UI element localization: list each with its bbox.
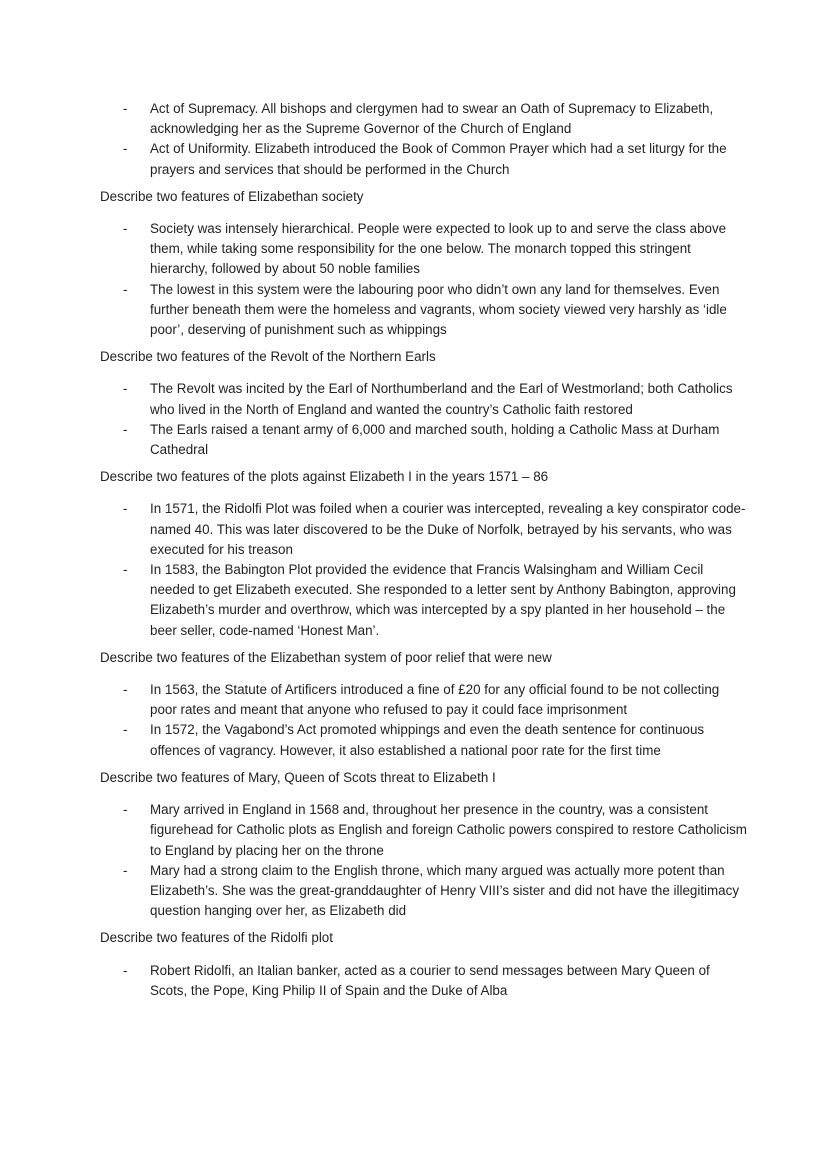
bullet-list xyxy=(100,680,748,761)
dash-marker: - xyxy=(123,722,128,738)
bullet-item xyxy=(100,499,748,560)
intro-bullet-list xyxy=(100,99,748,180)
bullet-list xyxy=(100,800,748,921)
bullet-list xyxy=(100,499,748,640)
dash-marker: - xyxy=(123,381,128,397)
question-heading: Describe two features of the Elizabethan system of poor relief that were new xyxy=(100,649,552,665)
question-heading: Describe two features of Elizabethan society xyxy=(100,188,364,204)
dash-marker: - xyxy=(123,862,128,878)
question-heading: Describe two features of the plots against Elizabeth I in the years 1571 – 86 xyxy=(100,469,549,485)
bullet-item xyxy=(100,379,748,419)
bullet-item xyxy=(100,680,748,720)
dash-marker: - xyxy=(123,101,128,116)
section-plots xyxy=(100,467,748,641)
section-society xyxy=(100,187,748,340)
section-poor-relief xyxy=(100,648,748,761)
bullet-text: Society was intensely hierarchical. People were expected to look up to and serve the class above them, while taking some responsibility for the one below. The monarch topped this stringent hierarchy, followed by about 50 noble families xyxy=(150,221,727,277)
bullet-text: Robert Ridolfi, an Italian banker, acted as a courier to send messages between Mary Queen of Scots, the Pope, King Philip II of Spain and the Duke of Alba xyxy=(150,962,710,998)
bullet-text: In 1583, the Babington Plot provided the evidence that Francis Walsingham and William Cecil needed to get Elizabeth executed. She responded to a letter sent by Anthony Babington, approving Elizabeth’s murder and overthrow, which was intercepted by a spy planted in her household – the beer seller, code-named ‘Honest Man’. xyxy=(150,562,736,638)
dash-marker: - xyxy=(123,141,128,157)
question-heading: Describe two features of Mary, Queen of Scots threat to Elizabeth I xyxy=(100,769,496,785)
bullet-list xyxy=(100,219,748,340)
bullet-text: The Earls raised a tenant army of 6,000 and marched south, holding a Catholic Mass at Durham Cathedral xyxy=(150,421,720,458)
section-mary-queen-of-scots xyxy=(100,768,748,921)
bullet-item xyxy=(100,861,748,922)
section-ridolfi-plot xyxy=(100,928,748,1001)
dash-marker: - xyxy=(123,421,128,437)
dash-marker: - xyxy=(123,501,128,517)
bullet-item xyxy=(100,99,748,139)
section-northern-earls xyxy=(100,347,748,460)
bullet-text: Mary arrived in England in 1568 and, throughout her presence in the country, was a consistent figurehead for Catholic plots as English and foreign Catholic powers conspired to restore Catholicism to England by placing her on the throne xyxy=(150,802,747,858)
bullet-text: Act of Uniformity. Elizabeth introduced the Book of Common Prayer which had a set liturgy for the prayers and services that should be performed in the Church xyxy=(150,141,727,177)
bullet-text: In 1571, the Ridolfi Plot was foiled when a courier was intercepted, revealing a key conspirator code-named 40. This was later discovered to be the Duke of Norfolk, betrayed by his servants, who was executed for his treason xyxy=(150,501,746,557)
dash-marker: - xyxy=(123,962,128,978)
bullet-text: Act of Supremacy. All bishops and clergymen had to swear an Oath of Supremacy to Elizabeth, acknowledging her as the Supreme Governor of the Church of England xyxy=(150,101,714,137)
bullet-item xyxy=(100,420,748,460)
dash-marker: - xyxy=(123,682,128,698)
dash-marker: - xyxy=(123,562,128,578)
dash-marker: - xyxy=(123,281,128,297)
bullet-text: In 1563, the Statute of Artificers introduced a fine of £20 for any official found to be not collecting poor rates and meant that anyone who refused to pay it could face imprisonment xyxy=(150,682,720,718)
bullet-item xyxy=(100,800,748,861)
bullet-item xyxy=(100,139,748,179)
bullet-item xyxy=(100,560,748,641)
bullet-text: The Revolt was incited by the Earl of Northumberland and the Earl of Westmorland; both Catholics who lived in the North of England and wanted the country’s Catholic faith restored xyxy=(150,381,733,417)
bullet-list xyxy=(100,379,748,460)
bullet-item xyxy=(100,280,748,341)
bullet-list xyxy=(100,961,748,1001)
bullet-item xyxy=(100,961,748,1001)
question-heading: Describe two features of the Revolt of the Northern Earls xyxy=(100,349,436,365)
bullet-text: Mary had a strong claim to the English throne, which many argued was actually more potent than Elizabeth’s. She was the great-granddaughter of Henry VIII’s sister and did not have the illegitimacy question hanging over her, as Elizabeth did xyxy=(150,862,740,919)
dash-marker: - xyxy=(123,221,128,237)
question-heading: Describe two features of the Ridolfi plot xyxy=(100,930,333,946)
bullet-item xyxy=(100,720,748,760)
bullet-text: The lowest in this system were the labouring poor who didn’t own any land for themselves. Even further beneath them were the homeless and vagrants, whom society viewed very harshly as ‘idle poor’, deserving of punishment such as whippings xyxy=(150,281,727,338)
bullet-item xyxy=(100,219,748,280)
dash-marker: - xyxy=(123,802,128,818)
bullet-text: In 1572, the Vagabond’s Act promoted whippings and even the death sentence for continuous offences of vagrancy. However, it also established a national poor rate for the first time xyxy=(150,722,705,758)
